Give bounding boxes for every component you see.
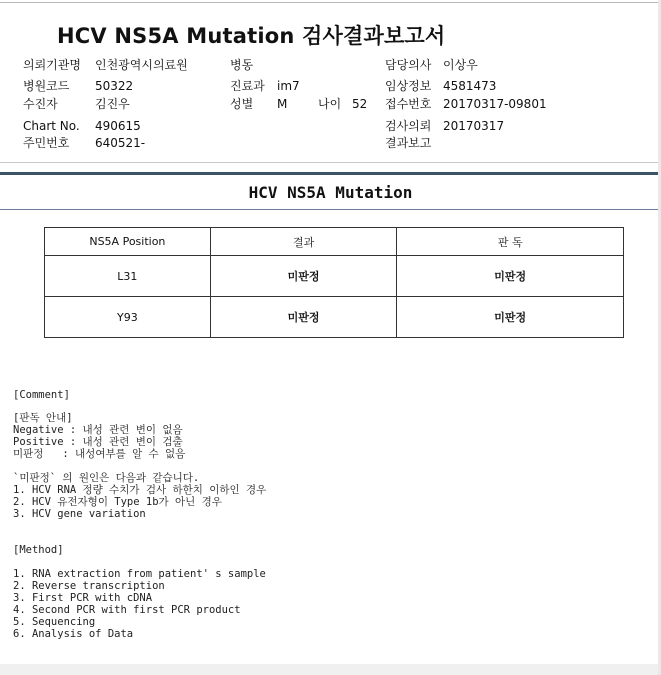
rrn-value: 640521- bbox=[95, 136, 146, 150]
method-header: [Method] bbox=[13, 544, 64, 556]
cause-intro: `미판정` 의 원인은 다음과 같습니다. bbox=[13, 472, 200, 484]
method-line: 3. First PCR with cDNA bbox=[13, 592, 153, 604]
hospital-value: 인천광역시의료원 bbox=[95, 58, 188, 72]
age-label: 나이 bbox=[318, 97, 342, 111]
clinical-label: 임상정보 bbox=[385, 79, 432, 93]
method-line: 4. Second PCR with first PCR product bbox=[13, 604, 241, 616]
cause-line: 3. HCV gene variation bbox=[13, 508, 146, 520]
chart-label: Chart No. bbox=[23, 119, 80, 133]
request-label: 검사의뢰 bbox=[385, 119, 432, 133]
top-border bbox=[0, 2, 661, 3]
clinical-value: 4581473 bbox=[443, 79, 497, 93]
column-header-result: 결과 bbox=[210, 228, 397, 256]
guide-line: 미판정 : 내성여부를 알 수 없음 bbox=[13, 448, 186, 460]
request-value: 20170317 bbox=[443, 119, 505, 133]
title-rule-top bbox=[0, 172, 661, 175]
report-title: HCV NS5A Mutation bbox=[248, 183, 413, 202]
position-cell: L31 bbox=[45, 256, 211, 297]
reading-cell: 미판정 bbox=[397, 297, 624, 338]
result-cell: 미판정 bbox=[210, 297, 397, 338]
cause-line: 1. HCV RNA 정량 수치가 검사 하한치 이하인 경우 bbox=[13, 484, 267, 496]
rrn-label: 주민번호 bbox=[23, 136, 70, 150]
hospital-label: 의뢰기관명 bbox=[23, 58, 81, 72]
title-rule-bottom bbox=[0, 209, 661, 210]
code-value: 50322 bbox=[95, 79, 134, 93]
age-value: 52 bbox=[352, 97, 368, 111]
name-label: 수진자 bbox=[23, 97, 58, 111]
result-cell: 미판정 bbox=[210, 256, 397, 297]
table-header-row bbox=[45, 228, 624, 256]
dept-label: 진료과 bbox=[230, 79, 265, 93]
sex-label: 성별 bbox=[230, 97, 254, 111]
cause-line: 2. HCV 유전자형이 Type 1b가 아닌 경우 bbox=[13, 496, 222, 508]
name-value: 김진우 bbox=[95, 97, 130, 111]
comment-header: [Comment] bbox=[13, 389, 70, 401]
page-title: HCV NS5A Mutation 검사결과보고서 bbox=[57, 24, 446, 48]
table-row bbox=[45, 256, 624, 297]
doctor-label: 담당의사 bbox=[385, 58, 432, 72]
method-line: 6. Analysis of Data bbox=[13, 628, 134, 640]
bottom-scroll-area bbox=[0, 664, 661, 675]
receipt-value: 20170317-09801 bbox=[443, 97, 547, 111]
report-label: 결과보고 bbox=[385, 136, 432, 150]
table-row bbox=[45, 297, 624, 338]
guide-line: Positive : 내성 관련 변이 검출 bbox=[13, 436, 183, 448]
column-header-position: NS5A Position bbox=[45, 228, 211, 256]
result-table bbox=[44, 227, 624, 338]
guide-line: Negative : 내성 관련 변이 없음 bbox=[13, 424, 183, 436]
position-cell: Y93 bbox=[45, 297, 211, 338]
guide-title: [판독 안내] bbox=[13, 412, 73, 424]
column-header-reading: 판 독 bbox=[397, 228, 624, 256]
dept-value: im7 bbox=[277, 79, 300, 93]
reading-cell: 미판정 bbox=[397, 256, 624, 297]
method-line: 5. Sequencing bbox=[13, 616, 96, 628]
doctor-value: 이상우 bbox=[443, 58, 478, 72]
method-line: 1. RNA extraction from patient' s sample bbox=[13, 568, 266, 580]
sex-value: M bbox=[277, 97, 288, 111]
method-line: 2. Reverse transcription bbox=[13, 580, 165, 592]
receipt-label: 접수번호 bbox=[385, 97, 432, 111]
code-label: 병원코드 bbox=[23, 79, 70, 93]
info-divider bbox=[0, 162, 661, 163]
chart-value: 490615 bbox=[95, 119, 141, 133]
ward-label: 병동 bbox=[230, 58, 254, 72]
